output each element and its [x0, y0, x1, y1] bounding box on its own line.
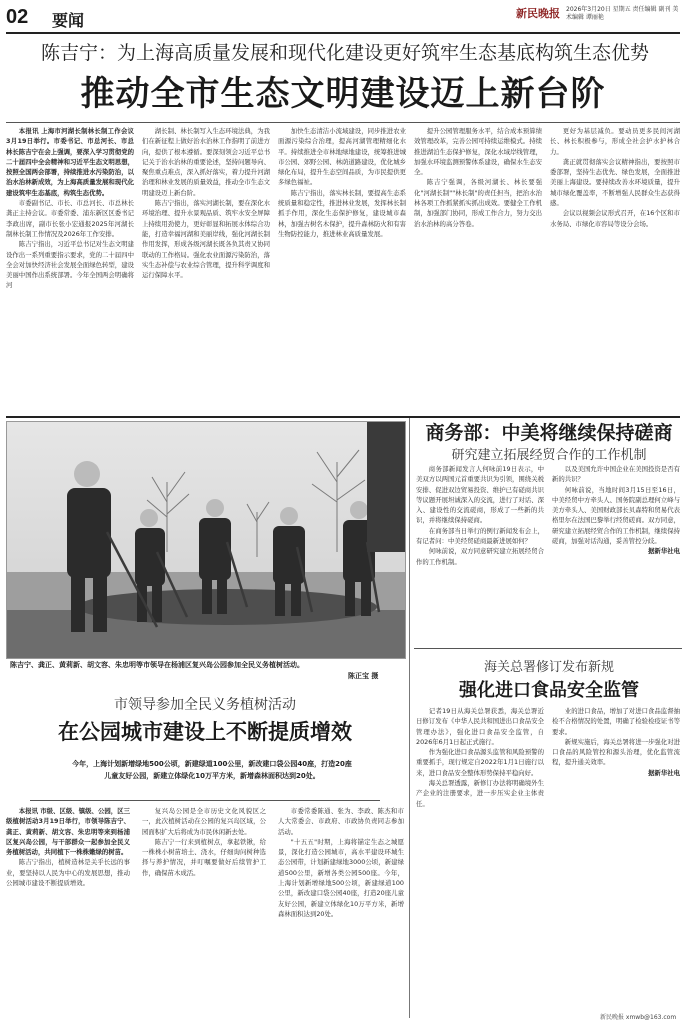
tree-paragraph: 本报讯 市级、区级、镇级、公园，区三级植树活动3月19日举行，市领导陈吉宁、龚正、黄莉新、胡文容、朱忠明等来到杨浦区复兴岛公园，与干部群众一起参加全民义务植树活动，共同植下一株株嫩绿的树苗。 — [6, 807, 130, 857]
commerce-paragraph: 何咏前说，当地时间3月15日至16日，中美经贸中方牵头人、国务院副总理何立峰与美方牵头人、美国财政部长贝森特和贸易代表格里尔在法国巴黎举行经贸磋商。双方同意，研究建立拓展经贸合作的工作机制，继续保持磋商，加强对话沟通，妥善管控分歧。 — [552, 485, 680, 546]
lead-column-1 — [6, 126, 134, 414]
tree-paragraph: 陈吉宁指出，植树造林是关乎长远的事业，要坚持以人民为中心的发展思想，推动公园城市建设不断提质增效。 — [6, 858, 130, 888]
lead-paragraph: 陈吉宁指出，落实林长制，要提高生态系统质量和稳定性，推进林业发展，发挥林长制抓手作用，深化生态保护修复，建设城市森林，加强古树名木保护，提升森林防火和有害生物防控能力，推进林业高质量发展。 — [278, 188, 406, 238]
tree-paragraph: 陈吉宁一行来到植树点，拿起铁锹，给一株株小树苗培土、浇水，仔细询问树种选择与养护情况，并叮嘱要做好后续管护工作，确保苗木成活。 — [142, 837, 266, 877]
page-number: 02 — [6, 6, 29, 28]
section-name: 要闻 — [52, 11, 85, 30]
lead-paragraph: 龚正就贯彻落实会议精神指出，要按照市委部署，坚持生态优先、绿色发展，全面推进美丽上海建设。要持续改善水环境质量，提升城市绿化覆盖率，不断增强人民群众生态获得感。 — [550, 157, 680, 208]
lead-kicker: 陈吉宁：为上海高质量发展和现代化建设更好筑牢生态基底构筑生态优势 — [40, 42, 649, 64]
commerce-paragraph: 以及美国允许中国企业在美国投资是否有新的共识？ — [552, 465, 680, 484]
commerce-subhead: 研究建立拓展经贸合作的工作机制 — [451, 448, 647, 463]
customs-column-1 — [416, 706, 544, 1006]
customs-paragraph: 作为强化进口食品源头监管和风险预警的重要抓手，现行规定自2022年1月1日施行以来，进口食品安全整体形势保持平稳向好。 — [416, 748, 544, 777]
lead-paragraph: 陈吉宁指出，落实河湖长制，要在深化水环境治理、提升水景观品质、筑牢水安全屏障上持续用劲使力，更好彰显和拓展水体综合功能，打造幸福河湖和美丽岸线，强化河湖长制作用发挥，形成各级河湖长既各负其责又协同联动的工作格局。强化农业面源污染防治，落实生态补偿与农业综合管理，提升科学调度和运行保障水平。 — [142, 199, 270, 280]
customs-headline: 强化进口食品安全监管 — [459, 680, 639, 701]
customs-kicker: 海关总署修订发布新规 — [483, 660, 614, 675]
lead-paragraph: 陈吉宁强调，各级河湖长、林长要强化"河湖长制""林长制"的责任担当，把治水治林各项工作抓紧抓实抓出成效。要健全工作机制，加强部门协同，形成工作合力，努力交出治水治林的高分答卷。 — [414, 178, 542, 228]
lead-column-3 — [278, 126, 406, 414]
commerce-paragraph: 何咏前说，双方同意研究建立拓展经贸合作的工作机制。 — [416, 547, 544, 566]
tree-column-2 — [142, 806, 266, 1016]
lead-rule — [6, 122, 680, 123]
column-divider — [409, 418, 410, 1018]
tree-headline: 在公园城市建设上不断提质增效 — [58, 720, 352, 744]
story-rule — [414, 648, 682, 649]
photo-caption: 陈吉宁、龚正、黄莉新、胡文容、朱忠明等市领导在杨浦区复兴岛公园参加全民义务植树活动。 — [10, 661, 304, 669]
tree-column-3 — [278, 806, 404, 1016]
lead-column-2 — [142, 126, 270, 414]
customs-paragraph: 业的进口食品，增加了对进口食品监督抽检不合格情况的处置，明确了检验检疫证书等要求。 — [552, 707, 680, 736]
lead-column-5 — [550, 126, 680, 414]
commerce-paragraph: 商务部新闻发言人何咏前19日表示，中美双方以两国元首重要共识为引领，围绕关税安排、促进双边贸易投资、维护已有磋商共识等议题开展坦诚深入的交流，进行了对话、深入、建设性的交流磋商，形成了一些新的共识，并将继续保持磋商。 — [416, 465, 544, 525]
lead-column-4 — [414, 126, 542, 414]
customs-paragraph: 记者19日从海关总署获悉，海关总署近日修订发布《中华人民共和国进出口食品安全管理办法》，强化进口食品安全监管，自2026年6月1日起正式施行。 — [416, 707, 544, 746]
tree-planting-photo — [6, 421, 406, 659]
commerce-credit: 据新华社电 — [648, 547, 680, 556]
commerce-column-2 — [552, 464, 680, 644]
tree-rule — [30, 800, 380, 801]
customs-credit: 据新华社电 — [648, 768, 680, 777]
commerce-headline: 商务部：中美将继续保持磋商 — [425, 422, 673, 444]
commerce-paragraph: 在商务部当日举行的例行新闻发布会上，有记者问：中美经贸磋商最新进展如何？ — [416, 526, 544, 546]
tree-paragraph: 复兴岛公园是全市历史文化风貌区之一，此次植树活动在公园的复兴岛区域，公园面积扩大后将成为市民休闲新去处。 — [142, 807, 266, 836]
tree-kicker: 市领导参加全民义务植树活动 — [114, 697, 296, 713]
newspaper-brand: 新民晚报 — [516, 7, 560, 20]
customs-paragraph: 海关总署透露，新修订办法将明确境外生产企业的注册要求，进一步压实企业主体责任。 — [416, 779, 544, 808]
header-rule — [6, 32, 680, 34]
lead-paragraph: 提升公园管理服务水平，结合成本预算绩效管理改革，完善公园可持续运维模式。持续推进湖泊生态保护修复，深化水域岸线管理，加强水环境监测预警体系建设，确保水生态安全。 — [414, 127, 542, 177]
photo-credit: 陈正宝 摄 — [348, 672, 379, 680]
tree-paragraph: "十五五"时期，上海将锚定生态之城愿景，深化打造公园城市，高水平建设环城生态公园带，计划新建绿地3000公顷，新建绿道500公里，新增各类公园500座。今年，上海计划新增绿地500公顷，新建绿道100公里，新改建口袋公园40座，打造20座儿童友好公园，新建立体绿化10万平方米，新增森林面积达到20处。 — [278, 837, 404, 918]
lead-headline: 推动全市生态文明建设迈上新台阶 — [80, 74, 606, 114]
dateline: 2026年3月20日 星期五 责任编辑 副刊 美术编辑 谭丽艳 — [566, 6, 679, 21]
lead-paragraph: 更好为基层减负。要动员更多民间河湖长、林长积极参与，形成全社会护水护林合力。 — [550, 127, 680, 156]
footer-contact: 新民晚报 xmwb@163.com — [600, 1014, 677, 1021]
commerce-column-1 — [416, 464, 544, 644]
photo-illustration — [7, 422, 405, 658]
lead-paragraph: 会议以视频会议形式召开，在16个区和市水务局、市绿化市容局等设分会场。 — [550, 209, 680, 228]
lead-paragraph: 陈吉宁指出，习近平总书记对生态文明建设作出一系列重要指示要求，党的二十届四中全会对加快经济社会发展全面绿色转型，建设美丽中国作出系统部署。今年全国两会明确将河 — [6, 240, 134, 290]
customs-column-2 — [552, 706, 680, 1006]
tree-summary: 今年，上海计划新增绿地500公顷，新建绿道100公里，新改建口袋公园40座，打造20座儿童友好公园，新建立体绿化10万平方米，新增森林面积达到20处。 — [72, 760, 352, 780]
customs-paragraph: 新规实施后，海关总署将进一步强化对进口食品的风险管控和源头治理，优化监管流程，提升通关效率。 — [552, 737, 680, 767]
lead-paragraph: 本报讯 上海市河湖长制林长制工作会议3月19日举行。市委书记、市总河长、市总林长陈吉宁在会上强调，要深入学习贯彻党的二十届四中全会精神和习近平生态文明思想，按照全国两会部署，持续推进水污染防治，以治水治林新成效，为上海高质量发展和现代化建设筑牢生态基底，构筑生态优势。 — [6, 127, 134, 197]
tree-paragraph: 市委常委陈通、张为、李政、陈杰和市人大常委会、市政府、市政协负责同志参加活动。 — [278, 807, 404, 836]
lead-paragraph: 加快生态清洁小流域建设，同步推进农业面源污染综合治理，提高河湖管理精细化水平。持续推进全市林地绿地建设，统筹推进城市公园、郊野公园、林荫道路建设，优化城乡绿化布局，提升生态空间品质，为市民提供更多绿色福祉。 — [278, 127, 406, 187]
tree-column-1 — [6, 806, 130, 1016]
lead-paragraph: 市委副书记、市长、市总河长、市总林长龚正主持会议。市委常委、浦东新区区委书记李政出席，副市长张小宏通报2025年河湖长制林长制工作情况及2026年工作安排。 — [6, 199, 134, 238]
lead-paragraph: 湖长制、林长制写入生态环境法典，为我们在新征程上做好治水治林工作指明了前进方向，提供了根本遵循。要深刻领会习近平总书记关于治水治林的重要论述，坚持问题导向、聚焦重点难点，深入抓好落实，着力提升河湖治理和林业发展的质量效益，推动全市生态文明建设迈上新台阶。 — [142, 127, 270, 197]
